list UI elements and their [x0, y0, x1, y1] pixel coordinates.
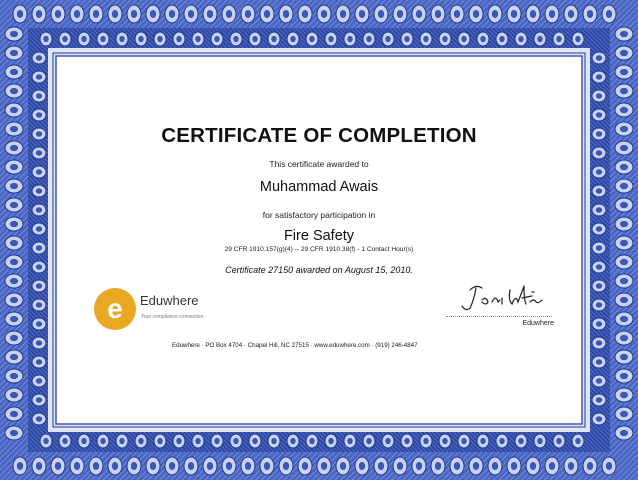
border-scallop-dot — [359, 10, 365, 18]
border-scallop-dot — [10, 183, 18, 189]
border-scallop-dot — [36, 74, 42, 79]
border-scallop-dot — [36, 150, 42, 155]
border-scallop-dot — [442, 438, 447, 444]
border-scallop-dot — [385, 36, 390, 42]
border-scallop-dot — [290, 438, 295, 444]
signature-mark — [452, 280, 552, 316]
border-scallop-dot — [93, 10, 99, 18]
border-scallop-dot — [568, 462, 574, 470]
border-scallop-dot — [530, 462, 536, 470]
border-scallop-dot — [404, 36, 409, 42]
border-scallop-dot — [596, 55, 602, 60]
border-scallop-dot — [138, 438, 143, 444]
border-scallop-dot — [596, 378, 602, 383]
border-scallop-dot — [188, 10, 194, 18]
border-scallop-dot — [328, 36, 333, 42]
border-scallop-dot — [620, 88, 628, 94]
logo-letter: e — [107, 293, 123, 324]
border-scallop-dot — [252, 438, 257, 444]
border-scallop-dot — [10, 316, 18, 322]
border-scallop-dot — [10, 164, 18, 170]
border-scallop-dot — [245, 462, 251, 470]
border-scallop-dot — [556, 438, 561, 444]
border-scallop-dot — [36, 397, 42, 402]
border-scallop-dot — [511, 10, 517, 18]
border-scallop-dot — [74, 10, 80, 18]
border-scallop-dot — [596, 245, 602, 250]
border-scallop-dot — [36, 55, 42, 60]
border-scallop-dot — [575, 438, 580, 444]
border-scallop-dot — [226, 10, 232, 18]
border-scallop-dot — [454, 10, 460, 18]
border-scallop-dot — [176, 36, 181, 42]
border-scallop-dot — [10, 126, 18, 132]
recipient-name: Muhammad Awais — [259, 179, 379, 195]
border-scallop-dot — [397, 462, 403, 470]
border-scallop-dot — [480, 438, 485, 444]
certificate-title: CERTIFICATE OF COMPLETION — [161, 124, 477, 147]
border-scallop-dot — [328, 438, 333, 444]
border-scallop-dot — [620, 297, 628, 303]
border-scallop-dot — [321, 10, 327, 18]
awarded-to-label: This certificate awarded to — [269, 159, 369, 169]
border-scallop-dot — [176, 438, 181, 444]
border-scallop-dot — [499, 438, 504, 444]
border-scallop-dot — [36, 416, 42, 421]
border-scallop-dot — [36, 93, 42, 98]
border-scallop-dot — [10, 373, 18, 379]
border-scallop-dot — [157, 438, 162, 444]
border-scallop-dot — [169, 462, 175, 470]
border-scallop-dot — [226, 462, 232, 470]
border-scallop-dot — [43, 438, 48, 444]
border-scallop-dot — [302, 462, 308, 470]
border-scallop-dot — [112, 462, 118, 470]
border-scallop-dot — [138, 36, 143, 42]
border-scallop-dot — [620, 335, 628, 341]
border-scallop-dot — [36, 169, 42, 174]
border-scallop-dot — [454, 462, 460, 470]
border-scallop-dot — [620, 354, 628, 360]
border-scallop-dot — [55, 10, 61, 18]
border-scallop-dot — [556, 36, 561, 42]
border-scallop-dot — [537, 36, 542, 42]
border-scallop-dot — [620, 107, 628, 113]
border-scallop-dot — [195, 438, 200, 444]
border-scallop-dot — [150, 10, 156, 18]
brand-name: Eduwhere — [140, 293, 199, 308]
border-scallop-dot — [10, 50, 18, 56]
border-scallop-dot — [596, 74, 602, 79]
border-scallop-dot — [10, 69, 18, 75]
border-scallop-dot — [36, 264, 42, 269]
border-scallop-dot — [416, 462, 422, 470]
border-scallop-dot — [93, 462, 99, 470]
border-scallop-dot — [10, 278, 18, 284]
border-scallop-dot — [423, 36, 428, 42]
border-scallop-dot — [620, 183, 628, 189]
border-scallop-dot — [596, 112, 602, 117]
border-scallop-dot — [10, 88, 18, 94]
border-scallop-dot — [10, 430, 18, 436]
border-scallop-dot — [620, 392, 628, 398]
border-scallop-dot — [290, 36, 295, 42]
border-scallop-dot — [252, 36, 257, 42]
border-scallop-dot — [81, 438, 86, 444]
border-scallop-dot — [309, 438, 314, 444]
border-scallop-dot — [100, 36, 105, 42]
border-scallop-dot — [359, 462, 365, 470]
border-scallop-dot — [150, 462, 156, 470]
border-scallop-dot — [596, 169, 602, 174]
eduwhere-logo-icon — [93, 287, 141, 331]
border-scallop-dot — [10, 31, 18, 37]
border-scallop-dot — [264, 462, 270, 470]
issuer-contact-footer: Eduwhere · PO Box 4704 · Chapel Hill, NC 27515 · www.eduwhere.com · (919) 246-4847 — [172, 342, 418, 349]
certificate-number-date: Certificate 27150 awarded on August 15, 2010. — [225, 265, 413, 275]
border-scallop-dot — [271, 438, 276, 444]
border-scallop-dot — [10, 411, 18, 417]
border-scallop-dot — [195, 36, 200, 42]
border-scallop-dot — [620, 69, 628, 75]
border-scallop-dot — [214, 438, 219, 444]
border-scallop-dot — [10, 240, 18, 246]
border-scallop-dot — [347, 438, 352, 444]
border-scallop-dot — [36, 340, 42, 345]
border-scallop-dot — [549, 10, 555, 18]
border-scallop-dot — [10, 221, 18, 227]
border-scallop-dot — [620, 202, 628, 208]
border-scallop-dot — [131, 10, 137, 18]
border-scallop-dot — [36, 462, 42, 470]
border-scallop-dot — [36, 207, 42, 212]
border-scallop-dot — [606, 462, 612, 470]
border-scallop-dot — [620, 411, 628, 417]
border-scallop-dot — [36, 378, 42, 383]
border-scallop-dot — [596, 283, 602, 288]
border-scallop-dot — [596, 150, 602, 155]
border-scallop-dot — [620, 259, 628, 265]
border-scallop-dot — [423, 438, 428, 444]
border-scallop-dot — [119, 438, 124, 444]
border-scallop-dot — [10, 202, 18, 208]
border-scallop-dot — [596, 207, 602, 212]
border-scallop-dot — [119, 36, 124, 42]
border-scallop-dot — [36, 188, 42, 193]
border-scallop-dot — [366, 438, 371, 444]
border-scallop-dot — [10, 354, 18, 360]
border-scallop-dot — [55, 462, 61, 470]
border-scallop-dot — [100, 438, 105, 444]
border-scallop-dot — [74, 462, 80, 470]
border-scallop-dot — [283, 462, 289, 470]
border-scallop-dot — [36, 131, 42, 136]
border-scallop-dot — [620, 164, 628, 170]
border-scallop-dot — [309, 36, 314, 42]
border-scallop-dot — [36, 226, 42, 231]
border-scallop-dot — [442, 36, 447, 42]
border-scallop-dot — [36, 283, 42, 288]
border-scallop-dot — [245, 10, 251, 18]
border-scallop-dot — [499, 36, 504, 42]
border-scallop-dot — [321, 462, 327, 470]
border-scallop-dot — [340, 10, 346, 18]
border-scallop-dot — [587, 10, 593, 18]
border-scallop-dot — [620, 126, 628, 132]
border-scallop-dot — [416, 10, 422, 18]
border-scallop-dot — [568, 10, 574, 18]
border-scallop-dot — [10, 297, 18, 303]
border-scallop-dot — [302, 10, 308, 18]
border-scallop-dot — [473, 10, 479, 18]
border-scallop-dot — [36, 10, 42, 18]
border-scallop-dot — [10, 335, 18, 341]
signature-line — [446, 316, 552, 317]
border-scallop-dot — [62, 36, 67, 42]
border-scallop-dot — [385, 438, 390, 444]
border-scallop-dot — [518, 36, 523, 42]
border-scallop-dot — [620, 31, 628, 37]
border-scallop-dot — [596, 416, 602, 421]
border-scallop-dot — [264, 10, 270, 18]
signer-organization: Eduwhere — [522, 320, 554, 327]
border-scallop-dot — [620, 145, 628, 151]
border-scallop-dot — [620, 221, 628, 227]
border-scallop-dot — [36, 245, 42, 250]
border-scallop-dot — [596, 93, 602, 98]
border-scallop-dot — [596, 359, 602, 364]
border-scallop-dot — [473, 462, 479, 470]
border-scallop-dot — [81, 36, 86, 42]
border-scallop-dot — [461, 438, 466, 444]
border-scallop-dot — [17, 10, 23, 18]
border-scallop-dot — [207, 10, 213, 18]
border-scallop-dot — [10, 392, 18, 398]
border-scallop-dot — [596, 302, 602, 307]
border-scallop-dot — [43, 36, 48, 42]
border-scallop-dot — [169, 10, 175, 18]
border-scallop-dot — [492, 10, 498, 18]
border-scallop-dot — [36, 302, 42, 307]
border-scallop-dot — [378, 10, 384, 18]
border-scallop-dot — [340, 462, 346, 470]
border-scallop-dot — [575, 36, 580, 42]
border-scallop-dot — [36, 112, 42, 117]
border-scallop-dot — [620, 240, 628, 246]
border-scallop-dot — [188, 462, 194, 470]
border-scallop-dot — [131, 462, 137, 470]
border-scallop-dot — [17, 462, 23, 470]
border-scallop-dot — [596, 321, 602, 326]
border-scallop-dot — [214, 36, 219, 42]
border-scallop-dot — [537, 438, 542, 444]
border-scallop-dot — [530, 10, 536, 18]
border-scallop-dot — [233, 36, 238, 42]
border-scallop-dot — [10, 259, 18, 265]
border-scallop-dot — [461, 36, 466, 42]
border-scallop-dot — [10, 107, 18, 113]
border-scallop-dot — [596, 340, 602, 345]
border-scallop-dot — [36, 321, 42, 326]
border-scallop-dot — [207, 462, 213, 470]
border-scallop-dot — [606, 10, 612, 18]
regulation-references: 29 CFR 1910.157(g)(4) -- 29 CFR 1910.38(f) - 1 Contact Hour(s) — [224, 246, 414, 253]
border-scallop-dot — [620, 373, 628, 379]
course-name: Fire Safety — [283, 228, 355, 244]
border-scallop-dot — [397, 10, 403, 18]
border-scallop-dot — [112, 10, 118, 18]
border-scallop-dot — [620, 316, 628, 322]
border-scallop-dot — [596, 131, 602, 136]
border-scallop-dot — [378, 462, 384, 470]
border-scallop-dot — [366, 36, 371, 42]
border-scallop-dot — [233, 438, 238, 444]
border-scallop-dot — [347, 36, 352, 42]
border-scallop-dot — [492, 462, 498, 470]
border-scallop-dot — [435, 10, 441, 18]
border-scallop-dot — [596, 264, 602, 269]
border-scallop-dot — [620, 430, 628, 436]
border-scallop-dot — [620, 50, 628, 56]
border-scallop-dot — [596, 188, 602, 193]
border-scallop-dot — [549, 462, 555, 470]
border-scallop-dot — [62, 438, 67, 444]
border-scallop-dot — [596, 226, 602, 231]
border-scallop-dot — [36, 359, 42, 364]
brand-tagline: Your compliance connection. — [141, 314, 205, 320]
border-scallop-dot — [620, 278, 628, 284]
border-scallop-dot — [435, 462, 441, 470]
border-scallop-dot — [271, 36, 276, 42]
border-scallop-dot — [480, 36, 485, 42]
border-scallop-dot — [404, 438, 409, 444]
border-scallop-dot — [511, 462, 517, 470]
border-scallop-dot — [283, 10, 289, 18]
border-scallop-dot — [596, 397, 602, 402]
border-scallop-dot — [518, 438, 523, 444]
border-scallop-dot — [587, 462, 593, 470]
participation-label: for satisfactory participation in — [262, 210, 376, 220]
border-scallop-dot — [10, 145, 18, 151]
border-scallop-dot — [157, 36, 162, 42]
